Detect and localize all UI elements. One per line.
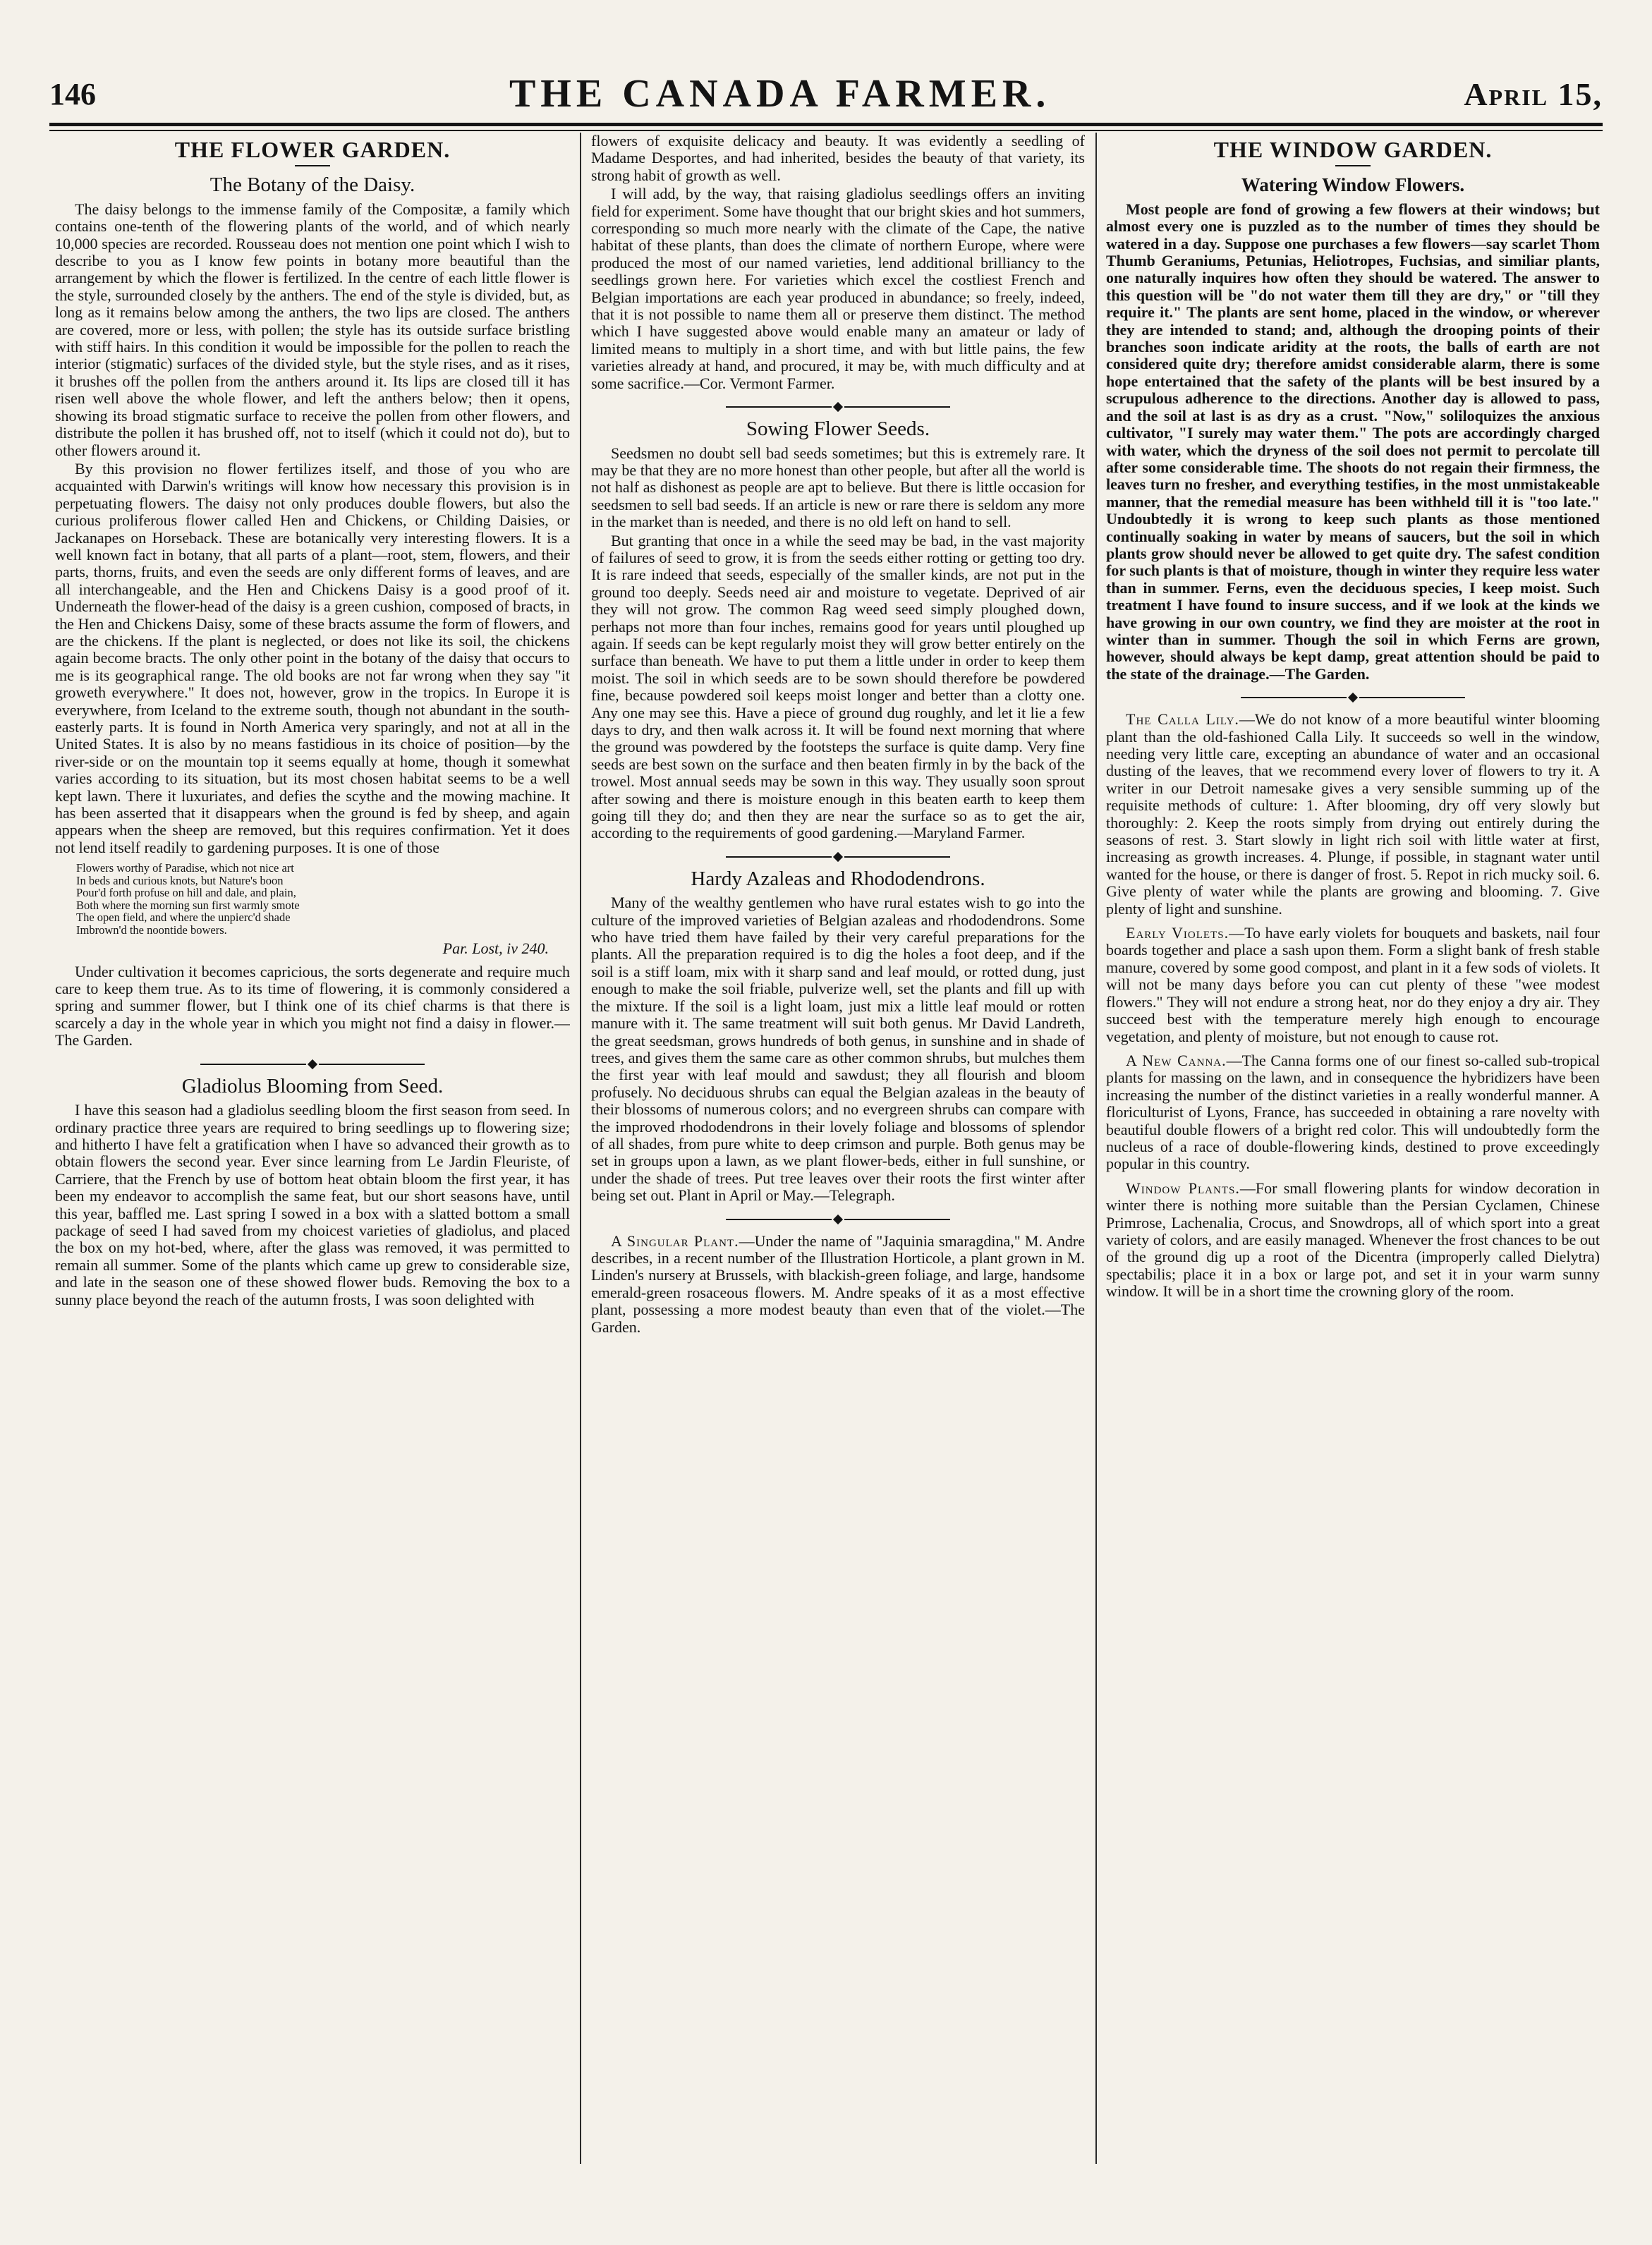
article-title-sowing: Sowing Flower Seeds. xyxy=(746,418,930,441)
article-body: —For small flowering plants for window decoration in winter there is nothing more suitable than the Persian Cyclamen, Chinese Primrose, Lachenalia, Crocus, and Snowdrops, all of which sport into a great variety of colors, and are easily managed. Whenever the frost chances to be out of the ground dig up a root of the Dicentra (improperly called Dielytra) spectabilis; place it in a box or large pot, and set it in your warm sunny window. It will be in a short time the crowning glory of the room. xyxy=(1106,1179,1600,1301)
article-paragraph: By this provision no flower fertilizes itself, and those of you who are acquainted with Darwin's writings will know how necessary this provision is in perpetuating flowers. The daisy not only produces double flowers, but also the curious proliferous flower called Hen and Chickens, or Childing Daisies, or Jackanapes on Horseback. These are botanically very interesting flowers. It is a well known fact in botany, that all parts of a plant—root, stem, flowers, and their parts, thorns, fruits, and even the seeds are only different forms of leaves, and are all interchangeable, and the Hen and Chickens Daisy is a good proof of it. Underneath the flower-head of the daisy is a green cushion, composed of bracts, in the Hen and Chickens Daisy, some of these bracts assume the form of flowers, and are the chickens. If the plant is neglected, or does not like its soil, the chickens again become bracts. The only other point in the botany of the daisy that occurs to me is its geographical range. The old books are not far wrong when they say "it groweth everywhere." It does not, however, grow in the tropics. In Europe it is everywhere, from Iceland to the extreme south, though not abundant in the south-easterly parts. It is found in North America very sparingly, and not at all in the United States. It is also by no means fastidious in its choice of position—by the river-side or on the mountain top it seems equally at home, though it somewhat varies according to its situation, but its most chosen habitat seems to be a well kept lawn. There it luxuriates, and defies the scythe and the mowing machine. It has been asserted that it disappears when the ground is fed by sheep, and again appears when the sheep are removed, but this requires confirmation. Yet it does not lend itself readily to gardening purposes. It is one of those xyxy=(55,459,570,856)
article-paragraph xyxy=(1106,1052,1600,1173)
article-paragraph: Seedsmen no doubt sell bad seeds sometimes; but this is extremely rare. It may be that they are no more honest than other people, but after all the world is not half as dishonest as people are apt to believe. But there is little occasion for seedsmen to sell bad seeds. If an article is new or rare there is seldom any more in the market than is needed, and there is no old left on hand to sell. xyxy=(591,444,1085,531)
article-divider xyxy=(591,853,1085,860)
heading-underline xyxy=(1335,165,1371,166)
poem-line: Imbrown'd the noontide bowers. xyxy=(76,923,227,937)
article-paragraph: The daisy belongs to the immense family of the Compositæ, a family which contains one-tenth of the flowering plants of the world, and of which nearly 10,000 species are recorded. Rousseau does not mention one point which I wish to describe to you as I know few points in botany more beautiful than the arrangement by which the flower is fertilized. In the centre of each little flower is the style, surrounded closely by the anthers. The end of the style is divided, but, as long as it remains below among the anthers, the two lips are closed. The anthers are covered, more or less, with pollen; the style has its outside surface bristling with stiff hairs. In this condition it would be impossible for the pollen to reach the interior (stigmatic) surfaces of the divided style, but the style rises, and as it rises, it brushes off the pollen from the anthers around it. Its lips are closed till it has risen well above the whole flower, and left the anthers below; then it opens, showing its broad stigmatic surface to receive the pollen from other flowers, and distribute the pollen it has brushed off, not to itself (which it could not do), but to other flowers around it. xyxy=(55,200,570,459)
article-paragraph xyxy=(1106,711,1600,918)
poem-line: Both where the morning sun first warmly smote xyxy=(76,898,300,912)
poem-line: In beds and curious knots, but Nature's boon xyxy=(76,873,284,887)
article-paragraph xyxy=(1106,925,1600,1045)
article-title-gladiolus: Gladiolus Blooming from Seed. xyxy=(181,1074,444,1097)
section-heading-window-garden: THE WINDOW GARDEN. xyxy=(1213,137,1493,162)
section-heading-flower-garden: THE FLOWER GARDEN. xyxy=(174,137,451,162)
article-title-azaleas: Hardy Azaleas and Rhododendrons. xyxy=(691,867,985,890)
article-paragraph: I will add, by the way, that raising gladiolus seedlings offers an inviting field for experiment. Some have thought that our bright skies and hot summers, corresponding so much more nearly with the climate of the Cape, the native habitat of these plants, than does the climate of northern Europe, where were produced the most of our named varieties, lend additional brilliancy to the seedlings grown here. For varieties which excel the costliest French and Belgian importations are each year produced in abundance; so freely, indeed, that it is not possible to name them all or preserve them distinct. The method which I have suggested above would enable many an amateur or lady of limited means to multiply in a short time, and with but little pains, the few varieties already at hand, and procured, it may be, with much difficulty and at some sacrifice.—Cor. Vermont Farmer. xyxy=(591,185,1085,392)
article-body: —To have early violets for bouquets and baskets, nail four boards together and place a sash upon them. Form a slight bank of fresh stable manure, covered by some good compost, and plant in it a few sods of violets. It will not be many days before you can cut plenty of these "wee modest flowers." They will not endure a strong heat, nor do they enjoy a dry air. They succeed best with the temperature merely high enough to encourage vegetation, and plenty of moisture, but not enough to cause rot. xyxy=(1106,924,1600,1045)
article-divider xyxy=(1106,694,1600,701)
column-2 xyxy=(591,133,1085,2171)
issue-date: April 15, xyxy=(1464,75,1603,112)
article-paragraph: Most people are fond of growing a few flowers at their windows; but almost every one is puzzled as to the number of times they should be watered in a day. Suppose one purchases a few flowers—say scarlet Thom Thumb Geraniums, Petunias, Heliotropes, Fuchsias, and similiar plants, one naturally inquires how often they should be watered. The answer to this question will be "do not water them till they are dry," or "till they require it." The plants are sent home, placed in the window, or wherever they are intended to stand; and, although the drooping points of their branches soon indicate aridity at the roots, the balls of earth are not considered quite dry; therefore amidst considerable alarm, there is some hope entertained that the safety of the plants will be best insured by a scrupulous adherence to the directions. Another day is allowed to pass, and the soil at last is as dry as a crust. "Now," soliloquizes the anxious cultivator, "I surely may water them." The pots are accordingly charged with water, which the dryness of the soil does not permit to percolate till after some considerable time. The shoots do not regain their firmness, the leaves turn no fresher, and everything testifies, in the most unmistakeable manner, that the remedial measure has been withheld till it is "too late." Undoubtedly it is wrong to keep such plants as those mentioned continually soaking in water by means of saucers, but the soil in which plants grow should never be allowed to get quite dry. The safest condition for such plants is that of moisture, though in winter they require less water than in summer. Ferns, even the deciduous species, I keep moist. Such treatment I have found to insure success, and if we look at the kinds we have growing in our own country, we find they are moister at the root in winter than in summer. Though the soil in which Ferns are grown, however, should always be kept damp, great attention should be paid to the state of the drainage.—The Garden. xyxy=(1106,200,1600,683)
article-divider xyxy=(591,403,1085,410)
column-3 xyxy=(1106,133,1600,2171)
column-divider-1 xyxy=(580,133,581,2164)
article-divider xyxy=(55,1061,570,1068)
page-number: 146 xyxy=(49,76,96,111)
newspaper-title: THE CANADA FARMER. xyxy=(509,72,1051,116)
poem-quote xyxy=(76,862,570,936)
article-paragraph: flowers of exquisite delicacy and beauty. It was evidently a seedling of Madame Desportes, and had inherited, besides the beauty of that variety, its strong habit of growth as well. xyxy=(591,133,1085,184)
masthead-rule-thick xyxy=(49,123,1603,126)
article-title-daisy: The Botany of the Daisy. xyxy=(209,174,415,197)
article-paragraph: Many of the wealthy gentlemen who have rural estates wish to go into the culture of the improved varieties of Belgian azaleas and rhododendrons. Some who have tried them have failed by their very careful preparations for the plants. All the preparation required is to dig the holes a foot deep, and if the soil is a stiff loam, mix with it sharp sand and leaf mould, or rotted dung, just enough to make the soil friable, pulverize well, set the plants and fill up with the mixture. If the soil is a light loam, just mix a little leaf mould or rotten manure with it. The same treatment will suit both genus. Mr David Landreth, the great seedsman, grows hundreds of both genus, in sunshine and in shade of trees, and gives them the same care as other common shrubs, but mulches them the first year with leaf mould and sawdust; they all flourish and bloom profusely. No deciduous shrubs can equal the Belgian azaleas in the beauty of their blossoms of numerous colors; and no evergreen shrubs can compare with the improved rhododendrons in their lovely foliage and blossoms of splendor of all shades, from pure white to deep crimson and purple. Both genus may be set in groups upon a lawn, as we plant flower-beds, either in full sunshine, or under the shade of trees. Put tree leaves over their roots the first winter after being set out. Plant in April or May.—Telegraph. xyxy=(591,894,1085,1205)
masthead xyxy=(49,69,1603,118)
article-title-watering: Watering Window Flowers. xyxy=(1241,174,1465,196)
article-divider xyxy=(591,1216,1085,1223)
article-paragraph xyxy=(1106,1180,1600,1301)
article-body: —Under the name of "Jaquinia smaragdina," M. Andre describes, in a recent number of the Illustration Horticole, a plant grown in M. Linden's nursery at Brussels, with blackish-green foliage, and large, handsome emerald-green rosaceous flowers. M. Andre speaks of it as a most effective plant, possessing a more modest beauty than even that of the violet.—The Garden. xyxy=(591,1231,1085,1336)
article-lead-in: A Singular Plant. xyxy=(611,1231,739,1250)
column-1 xyxy=(55,133,570,2171)
poem-line: Flowers worthy of Paradise, which not nice art xyxy=(76,861,294,875)
article-paragraph xyxy=(591,1233,1085,1336)
article-paragraph: I have this season had a gladiolus seedling bloom the first season from seed. In ordinary practice three years are required to bring seedlings up to flowering size; and hitherto I have felt a gratification when I have so advanced their growth as to obtain flowers the second year. Ever since learning from Le Jardin Fleuriste, of Carriere, that the French by use of bottom heat obtain bloom the first year, it has been my endeavor to accomplish the same feat, but our short seasons have, until this year, baffled me. Last spring I sowed in a box with a slatted bottom a small package of seed I had saved from my choicest varieties of gladiolus, and placed the box on my hot-bed, where, after the glass was removed, it was permitted to remain all summer. Some of the plants which came up grew to considerable size, and late in the season one of these showed flower buds. Removing the box to a sunny place beyond the reach of the autumn frosts, I was soon delighted with xyxy=(55,1101,570,1308)
column-divider-2 xyxy=(1095,133,1097,2164)
poem-citation: Par. Lost, iv 240. xyxy=(442,939,549,958)
article-lead-in: Early Violets. xyxy=(1126,924,1229,942)
poem-line: Pour'd forth profuse on hill and dale, and plain, xyxy=(76,886,296,900)
article-paragraph: But granting that once in a while the seed may be bad, in the vast majority of failures of seed to grow, it is from the seeds either rotting or getting too dry. It is rare indeed that seeds, especially of the smaller kinds, are not put in the ground too deeply. Seeds need air and moisture to vegetate. Deprived of air they will not grow. The common Rag weed seed simply ploughed down, perhaps not more than four inches, remains good for years until ploughed up again. If seeds can be kept regularly moist they will grow better entirely on the surface than beneath. We have to put them a little under in order to keep them moist. The soil in which seeds are to be sown should therefore be powdered fine, because powdered soil keeps moist longer and better than a clotty one. Any one may see this. Have a piece of ground dug roughly, and let it lie a few days to dry, and then walk across it. It will be found next morning that where the ground was powdered by the footsteps the surface is quite damp. Very fine seeds are best sown on the surface and then beaten firmly in by the back of the trowel. Most annual seeds may be sown in this way. They usually soon sprout after sowing and there is moisture enough in this beaten earth to keep them going till they do; and then they are near the surface so as to get the air, according to the requirements of good gardening.—Maryland Farmer. xyxy=(591,531,1085,842)
article-paragraph: Under cultivation it becomes capricious, the sorts degenerate and require much care to keep them true. As to its time of flowering, it is commonly considered a spring and summer flower, but I think one of its chief charms is that there is scarcely a day in the whole year in which you might not find a daisy in flower.—The Garden. xyxy=(55,962,570,1050)
heading-underline xyxy=(295,165,330,166)
article-body: —The Canna forms one of our finest so-called sub-tropical plants for massing on the lawn, and in consequence the hybridizers have been increasing the number of the distinct varieties in a really wonderful manner. A floriculturist of Lyons, France, has succeeded in obtaining a rare novelty with beautiful double flowers of a bright red color. This will undoubtedly form the nucleus of a race of double-flowering kinds, destined to prove exceedingly popular in this country. xyxy=(1106,1051,1600,1173)
poem-line: The open field, and where the unpierc'd shade xyxy=(76,911,291,925)
masthead-rule-thin xyxy=(49,130,1603,131)
article-body: —We do not know of a more beautiful winter blooming plant than the old-fashioned Calla Lily. It succeeds so well in the window, needing very little care, excepting an abundance of water and an occasional dusting of the leaves, that we recommend every lover of flowers to try it. A writer in our Detroit namesake gives a very sensible summing up of the requisite methods of culture: 1. After blooming, dry off very slowly but thoroughly: 2. Keep the roots simply from drying out entirely during the seasons of rest. 3. Start slowly in light rich soil with little water at first, increasing as growth increases. 4. Plunge, if possible, in stagnant water until wanted for the house, or there is danger of frost. 5. Repot in rich mucky soil. 6. Give plenty of water while the plants are growing and blooming. 7. Give plenty of light and sunshine. xyxy=(1106,710,1600,918)
article-lead-in: A New Canna. xyxy=(1126,1051,1227,1069)
article-lead-in: Window Plants. xyxy=(1126,1179,1240,1197)
article-lead-in: The Calla Lily. xyxy=(1126,710,1239,729)
